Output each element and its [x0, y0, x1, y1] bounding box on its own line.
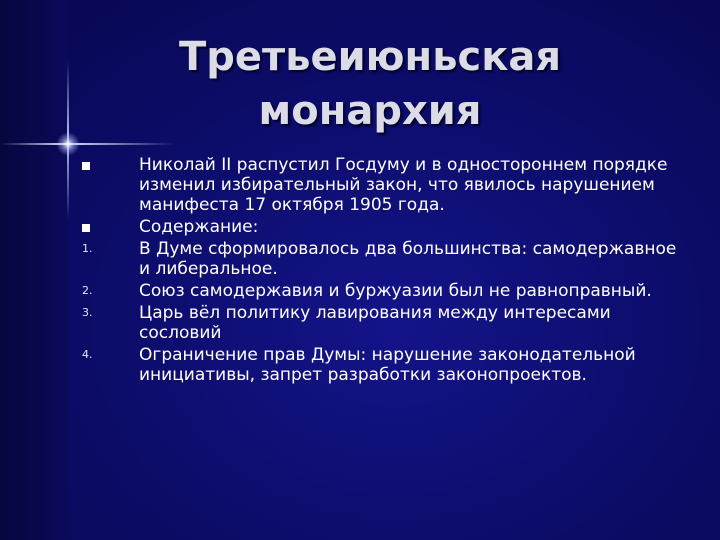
list-item [82, 155, 682, 215]
list-number: 2. [82, 284, 93, 297]
slide-title [140, 30, 600, 138]
slide-title-line-1: Третьеиюньская [178, 34, 562, 80]
list-item-text: Союз самодержавия и буржуазии был не равноправный. [139, 281, 652, 301]
list-item-text: Ограничение прав Думы: нарушение законодательной инициативы, запрет разработки законопроектов. [139, 345, 636, 385]
bullet-marker [82, 217, 102, 237]
slide-title-line-2: монархия [258, 88, 482, 134]
list-number: 3. [82, 306, 93, 319]
square-bullet-icon [82, 162, 90, 170]
bullet-marker [82, 155, 102, 175]
list-item-text: В Думе сформировалось два большинства: самодержавное и либеральное. [139, 239, 677, 279]
list-item-text: Содержание: [139, 217, 259, 237]
light-flare-icon [56, 132, 80, 156]
list-item [82, 345, 682, 385]
list-item-text: Царь вёл политику лавирования между интересами сословий [139, 303, 611, 343]
left-decorative-band [0, 0, 68, 540]
list-item [82, 217, 682, 237]
list-number: 1. [82, 242, 93, 255]
list-number: 4. [82, 348, 93, 361]
square-bullet-icon [82, 224, 90, 232]
content-list [82, 155, 682, 387]
list-item [82, 239, 682, 279]
list-item-text: Николай II распустил Госдуму и в одностороннем порядке изменил избирательный закон, что явилось нарушением манифеста 17 октября 1905 года. [139, 155, 668, 215]
light-flare-horizontal [0, 143, 175, 145]
list-item [82, 303, 682, 343]
list-item [82, 281, 682, 301]
